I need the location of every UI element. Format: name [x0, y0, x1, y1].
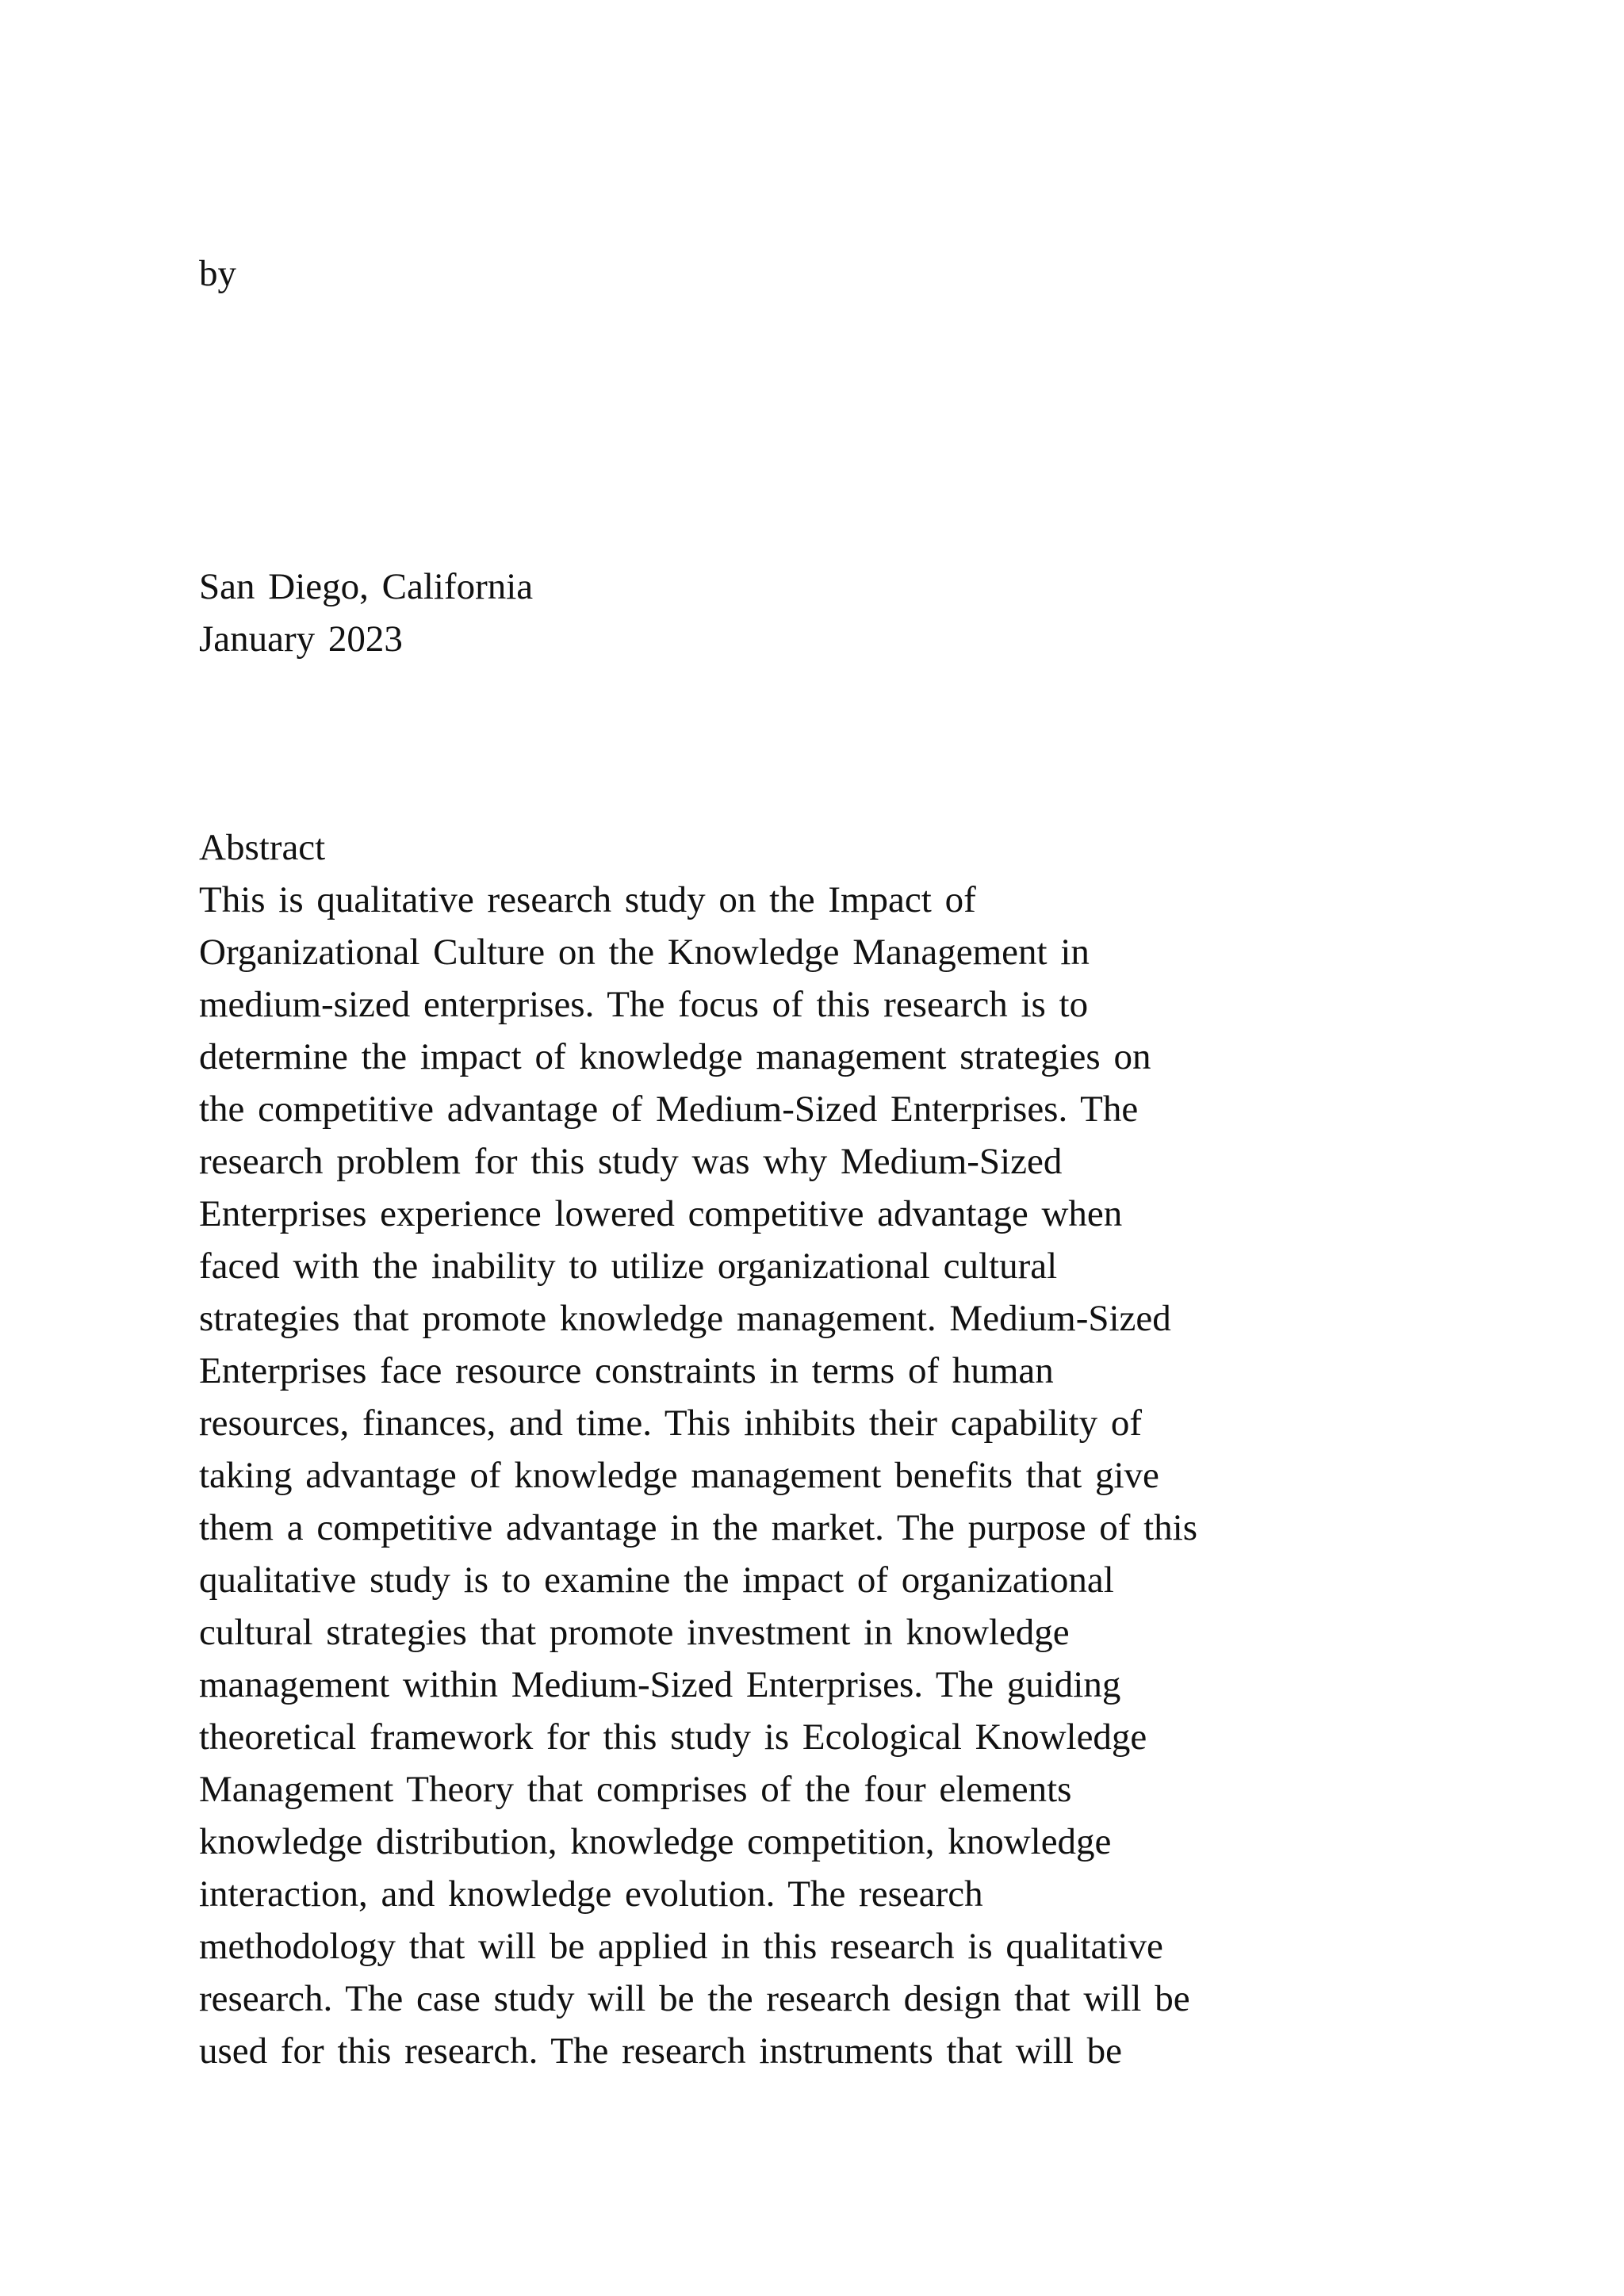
abstract-line: research. The case study will be the research design that will be	[199, 1978, 1190, 2019]
abstract-line: Organizational Culture on the Knowledge Management in	[199, 932, 1090, 973]
abstract-line: determine the impact of knowledge management strategies on	[199, 1036, 1151, 1077]
abstract-line: faced with the inability to utilize organizational cultural	[199, 1246, 1058, 1287]
location-text: San Diego, California	[199, 566, 534, 607]
abstract-line: medium-sized enterprises. The focus of this research is to	[199, 984, 1089, 1025]
abstract-line: resources, finances, and time. This inhibits their capability of	[199, 1402, 1143, 1444]
abstract-line: Enterprises face resource constraints in terms of human	[199, 1350, 1054, 1391]
abstract-line: knowledge distribution, knowledge competition, knowledge	[199, 1821, 1112, 1862]
abstract-line: theoretical framework for this study is Ecological Knowledge	[199, 1716, 1147, 1758]
abstract-line: This is qualitative research study on the Impact of	[199, 879, 976, 920]
abstract-line: the competitive advantage of Medium-Sized Enterprises. The	[199, 1089, 1139, 1130]
abstract-line: research problem for this study was why Medium-Sized	[199, 1141, 1063, 1182]
abstract-line: Management Theory that comprises of the four elements	[199, 1769, 1072, 1810]
abstract-line: methodology that will be applied in this research is qualitative	[199, 1926, 1163, 1967]
byline-label: by	[199, 253, 236, 294]
abstract-line: taking advantage of knowledge management benefits that give	[199, 1455, 1159, 1496]
date-text: January 2023	[199, 618, 403, 660]
abstract-body	[199, 874, 1197, 2077]
abstract-line: cultural strategies that promote investment in knowledge	[199, 1612, 1070, 1653]
abstract-line: strategies that promote knowledge management. Medium-Sized	[199, 1298, 1171, 1339]
abstract-line: interaction, and knowledge evolution. The research	[199, 1873, 983, 1915]
abstract-line: used for this research. The research instruments that will be	[199, 2030, 1122, 2072]
abstract-heading: Abstract	[199, 827, 326, 868]
abstract-line: them a competitive advantage in the market. The purpose of this	[199, 1507, 1198, 1548]
abstract-line: qualitative study is to examine the impact of organizational	[199, 1559, 1114, 1601]
abstract-line: Enterprises experience lowered competitive advantage when	[199, 1193, 1123, 1234]
abstract-line: management within Medium-Sized Enterprises. The guiding	[199, 1664, 1121, 1705]
